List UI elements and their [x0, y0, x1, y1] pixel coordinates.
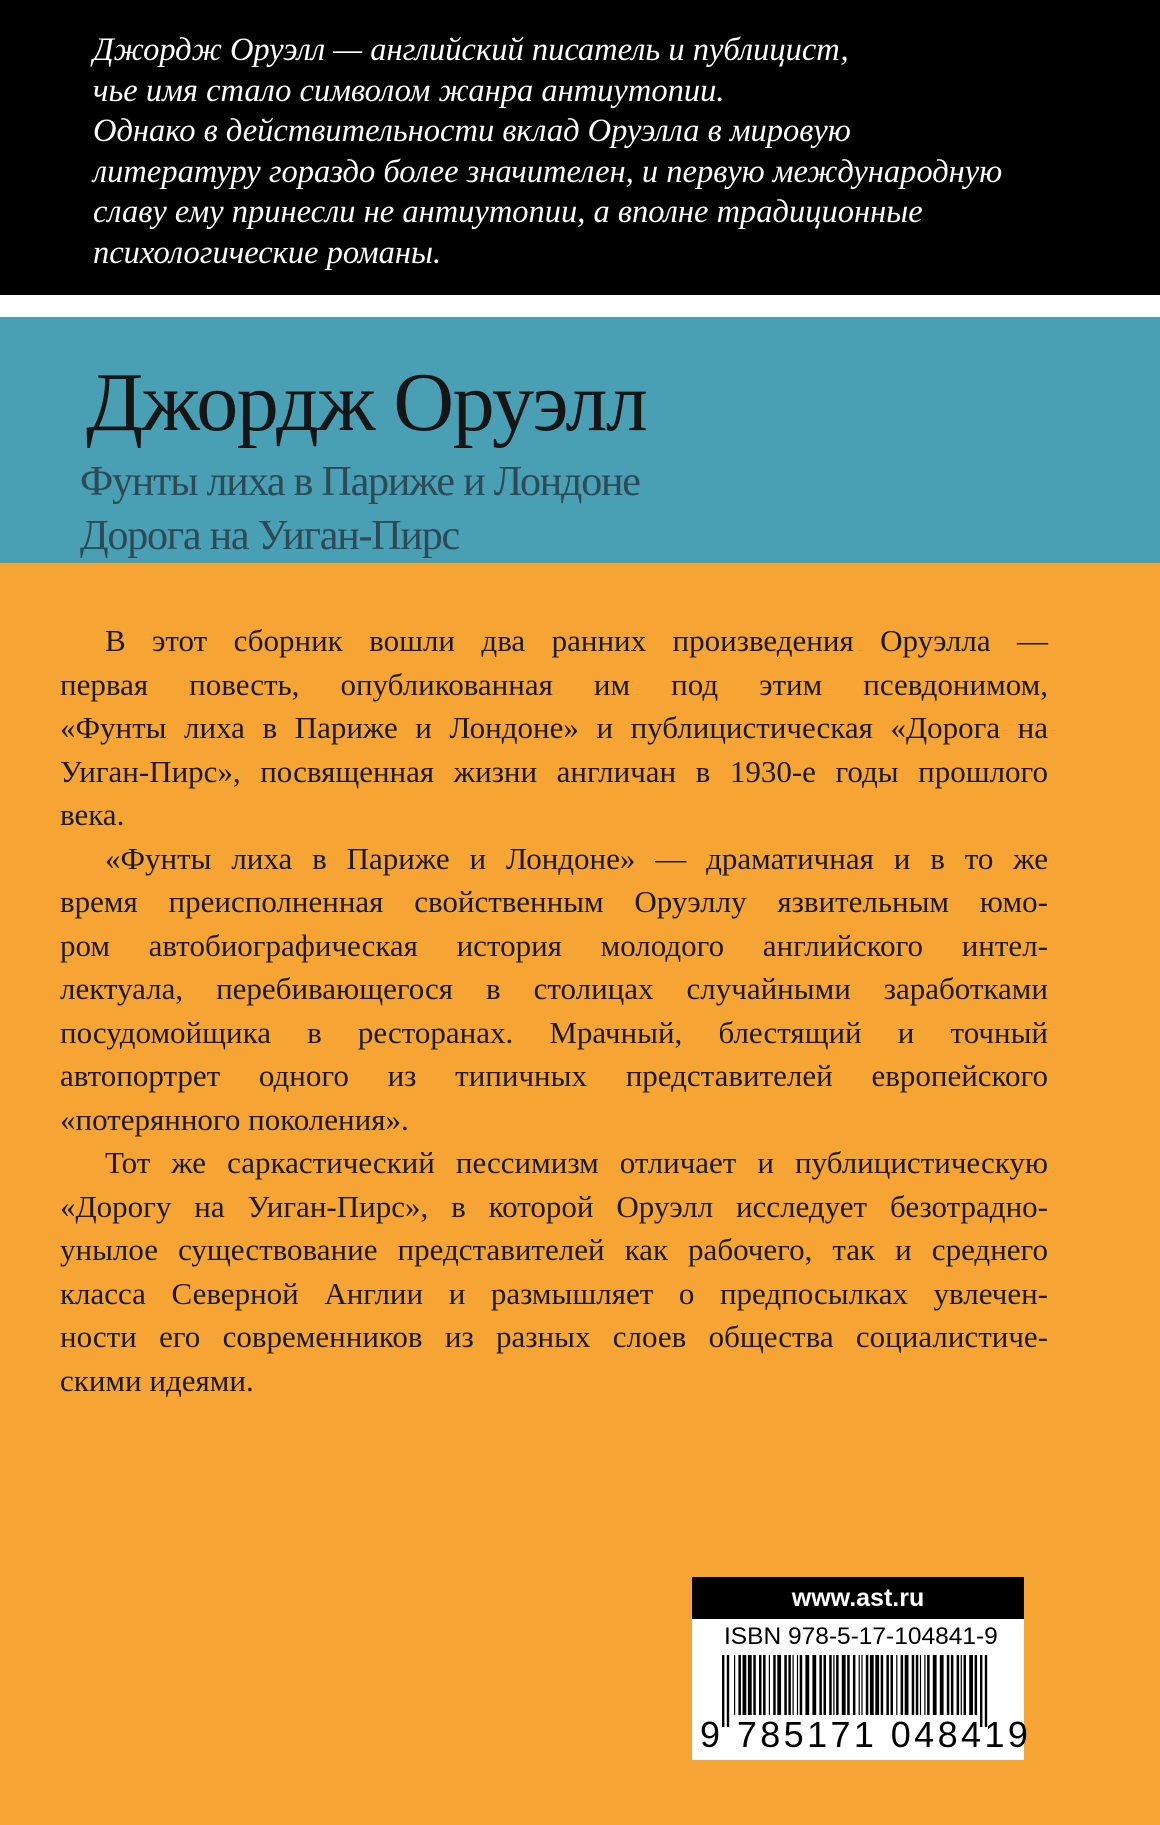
annotation-line: «Фунты лиха в Париже и Лондоне» и публицистическая «Дорога на: [60, 710, 1048, 745]
barcode-bar: [859, 1655, 860, 1715]
barcode-bar: [920, 1655, 921, 1715]
quote-line: литературу гораздо более значителен, и первую международную: [93, 153, 1003, 190]
annotation-line: скими идеями.: [60, 1362, 254, 1398]
annotation-paragraph-1: [60, 619, 1048, 837]
annotation-line: «потерянного поколения».: [60, 1101, 409, 1137]
barcode-bar: [896, 1655, 897, 1715]
barcode-bar: [842, 1655, 846, 1715]
barcode-bar: [829, 1655, 832, 1715]
barcode-bar: [969, 1655, 973, 1715]
annotation-line: ром автобиографическая история молодого английского интел-: [60, 927, 1048, 963]
annotation-line: «Дорогу на Уиган-Пирс», в которой Оруэлл исследует безотрадно-: [60, 1188, 1048, 1224]
barcode-bar: [912, 1655, 915, 1715]
annotation-line: ности его современников из разных слоев общества социалистиче-: [60, 1319, 1048, 1354]
annotation-line: В этот сборник вошли два ранних произведения Оруэлла —: [105, 623, 1048, 658]
barcode-bar: [866, 1655, 869, 1715]
barcode-bar: [957, 1655, 960, 1715]
quote-line: чье имя стало символом жанра антиутопии.: [93, 72, 725, 109]
top-quote-band: [0, 0, 1160, 295]
annotation-line: Тот же саркастический пессимизм отличает и публицистическую: [105, 1145, 1048, 1180]
barcode-bar: [734, 1655, 735, 1715]
barcode-bar: [824, 1655, 827, 1715]
annotation-line: лектуала, перебивающегося в столицах случайными заработками: [60, 971, 1048, 1006]
barcode-bar: [793, 1655, 794, 1715]
barcode-digits: 9 785171 048419: [700, 1714, 1032, 1755]
barcode-bar: [833, 1655, 834, 1715]
author-quote: [93, 30, 1093, 273]
barcode-bar: [773, 1655, 776, 1715]
quote-line: психологические романы.: [93, 234, 442, 271]
barcode-bar: [800, 1655, 803, 1715]
barcode-bar: [788, 1655, 791, 1715]
barcode-bar: [805, 1655, 809, 1715]
annotation-paragraph-2: [60, 837, 1048, 1142]
barcode-bar: [743, 1655, 747, 1715]
barcode-bar: [847, 1655, 850, 1715]
barcode-bar: [748, 1655, 752, 1715]
barcode-bar: [927, 1655, 930, 1715]
annotation-line: Уиган-Пирс», посвященная жизни англичан в 1930-е годы прошлого: [60, 753, 1048, 789]
quote-line: Джордж Оруэлл — английский писатель и публицист,: [93, 32, 849, 68]
barcode-bar: [916, 1655, 919, 1715]
barcode-bar: [861, 1655, 862, 1715]
annotation-line: первая повесть, опубликованная им под этим псевдонимом,: [60, 666, 1048, 702]
annotation-line: время преисполненная свойственным Оруэллу язвительным юмо-: [60, 884, 1048, 919]
annotation-line: автопортрет одного из типичных представителей европейского: [60, 1058, 1048, 1093]
isbn-number: ISBN 978-5-17-104841-9: [724, 1623, 998, 1650]
barcode-bar: [951, 1655, 954, 1715]
title-band: [0, 317, 1160, 563]
annotation-line: класса Северной Англии и размышляет о предпосылках увлечен-: [60, 1275, 1048, 1311]
barcode-bar: [891, 1655, 894, 1715]
barcode-bar: [964, 1655, 967, 1715]
work-title-2: Дорога на Уиган-Пирс: [80, 513, 459, 559]
barcode-bar: [777, 1655, 781, 1715]
barcode-bar: [853, 1655, 856, 1715]
author-name: Джордж Оруэлл: [86, 356, 647, 449]
barcode-bar: [836, 1655, 839, 1715]
barcode-bar: [961, 1655, 962, 1715]
annotation-paragraph-3: [60, 1141, 1048, 1402]
barcode-bar: [905, 1655, 909, 1715]
isbn-barcode-block: [692, 1577, 1032, 1760]
barcode-bar: [924, 1655, 925, 1715]
barcode-bar: [901, 1655, 904, 1715]
barcode-bar: [759, 1655, 762, 1715]
barcode-bar: [947, 1655, 950, 1715]
annotation-line: «Фунты лиха в Париже и Лондоне» — драматичная и в то же: [105, 840, 1048, 876]
barcode-bar: [769, 1655, 770, 1715]
barcode-bar: [940, 1655, 944, 1715]
work-title-1: Фунты лиха в Париже и Лондоне: [80, 459, 640, 505]
barcode-bar: [797, 1655, 798, 1715]
barcode-bar: [819, 1655, 822, 1715]
annotation-line: посудомойщика в ресторанах. Мрачный, блестящий и точный: [60, 1014, 1048, 1050]
annotation-line: века.: [60, 797, 125, 832]
barcode-bar: [812, 1655, 816, 1715]
divider-stripe: [0, 295, 1160, 317]
barcode-bar: [933, 1655, 937, 1715]
barcode-bar: [753, 1655, 756, 1715]
publisher-website: www.ast.ru: [692, 1577, 1024, 1619]
barcode-bar: [886, 1655, 889, 1715]
quote-line: славу ему принесли не антиутопии, а вполне традиционные: [93, 194, 923, 230]
quote-line: Однако в действительности вклад Оруэлла в мировую: [93, 113, 851, 149]
barcode-bar: [870, 1655, 874, 1715]
barcode-bar: [784, 1655, 787, 1715]
barcode-bar: [975, 1655, 978, 1715]
barcode-bar: [763, 1655, 766, 1715]
annotation-line: унылое существование представителей как рабочего, так и среднего: [60, 1232, 1048, 1267]
barcode-bar: [738, 1655, 741, 1715]
barcode-bar: [875, 1655, 879, 1715]
book-annotation: [60, 619, 1048, 1402]
barcode-bar: [881, 1655, 884, 1715]
